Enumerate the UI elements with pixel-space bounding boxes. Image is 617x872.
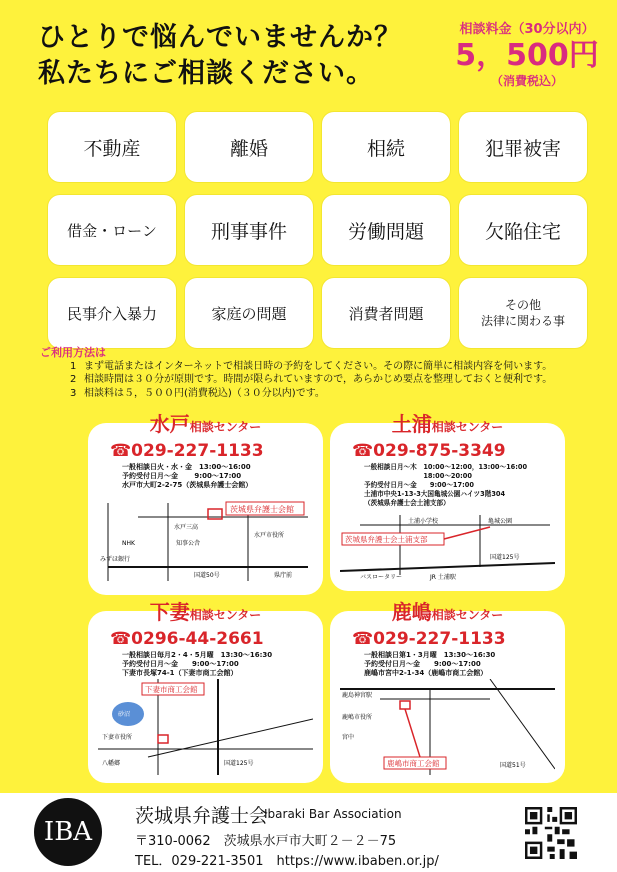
map-place: JR 土浦駅: [430, 574, 456, 581]
map-place: 八幡郷: [102, 760, 121, 767]
category-tile: 犯罪被害: [459, 112, 587, 182]
map-label: 茨城県弁護士会館: [230, 505, 294, 514]
center-hours: 一般相談日月～木 10:00～12:00，13:00～16:00 18:00～20:00 予約受付日月～金 9:00～17:00 土浦市中央1-13-3大国亀城公園ハイツ3階304 （茨城県弁護士会土浦支部）: [364, 463, 528, 507]
map-place: 宮中: [342, 734, 355, 741]
center-hours: 一般相談日毎月2・4・5月曜 13:30～16:30 予約受付日月～金 9:00～17:00 下妻市長塚74-1（下妻市商工会館）: [122, 651, 273, 677]
organization-name: 茨城県弁護士会: [135, 805, 269, 827]
usage-instructions: [40, 346, 600, 400]
center-card-kashima: [330, 600, 565, 783]
headline-line2: 私たちにご相談ください。: [38, 58, 374, 89]
footer: [0, 793, 617, 872]
category-grid: [48, 112, 588, 348]
center-name: 鹿嶋相談センター: [391, 600, 504, 624]
category-tile: 労働問題: [322, 195, 450, 265]
map-place: 鹿島神宮駅: [342, 692, 373, 699]
center-map: [98, 497, 313, 587]
fee-box: [448, 22, 606, 88]
step-text: 相談時間は３０分が原則です。時間が限られていますので，あらかじめ要点を整理しておくと便利です。: [84, 374, 553, 385]
map-label: 鹿嶋市商工会館: [387, 759, 440, 768]
fee-tax-note: （消費税込）: [490, 74, 563, 88]
map-place: 知事公舎: [176, 540, 201, 547]
center-phone: ☎029-875-3349: [352, 441, 506, 461]
center-map: [340, 679, 555, 775]
usage-step: [40, 360, 600, 374]
category-tile: 民事介入暴力: [48, 278, 176, 348]
step-number: 2: [70, 374, 77, 385]
map-place: 国道51号: [500, 762, 526, 769]
center-card-shimotsuma: [88, 600, 323, 783]
usage-title: ご利用方法は: [40, 346, 106, 359]
fee-amount: 5，500円: [455, 38, 599, 73]
center-name: 土浦相談センター: [391, 412, 504, 436]
contact-line: TEL．029-221-3501 https://www.ibaben.or.jp/: [135, 854, 439, 869]
category-tile: 相続: [322, 112, 450, 182]
center-phone: ☎029-227-1133: [352, 629, 506, 649]
center-card-tsuchiura: [330, 412, 565, 591]
map-label: 茨城県弁護士会土浦支部: [345, 535, 428, 544]
map-place: 下妻市役所: [102, 734, 133, 741]
qr-code-icon[interactable]: [525, 807, 577, 859]
map-place: NHK: [122, 540, 135, 547]
map-place: 水戸三高: [174, 524, 199, 531]
center-name: 下妻相談センター: [149, 600, 262, 624]
category-tile: 刑事事件: [185, 195, 313, 265]
center-name: 水戸相談センター: [149, 412, 262, 436]
step-number: 3: [70, 387, 77, 399]
center-hours: 一般相談日第1・3月曜 13:30～16:30 予約受付日月～金 9:00～17:00 鹿嶋市宮中2-1-34（鹿嶋市商工会館）: [364, 651, 496, 677]
center-phone: ☎0296-44-2661: [110, 629, 264, 649]
category-tile: 借金・ローン: [48, 195, 176, 265]
map-place: みずほ銀行: [100, 556, 131, 563]
category-tile: 不動産: [48, 112, 176, 182]
center-phone: ☎029-227-1133: [110, 441, 264, 461]
usage-step: [40, 387, 600, 401]
iba-logo: IBA: [34, 798, 102, 866]
map-label: 下妻市商工会館: [145, 685, 198, 694]
map-place: 国道50号: [194, 572, 220, 579]
category-tile: 離婚: [185, 112, 313, 182]
map-place: 亀城公園: [488, 518, 513, 525]
map-place: 砂沼: [118, 711, 131, 718]
map-place: 水戸市役所: [254, 532, 285, 539]
step-number: 1: [70, 360, 77, 372]
map-place: 国道125号: [224, 760, 254, 767]
center-map: [340, 515, 555, 583]
map-place: 国道125号: [490, 554, 520, 561]
category-other-line1: その他: [504, 298, 541, 312]
category-tile: 欠陥住宅: [459, 195, 587, 265]
step-text: 相談料は５，５００円(消費税込)（３０分以内)です。: [84, 387, 325, 399]
center-card-mito: [88, 412, 323, 595]
category-other-line2: 法律に関わる事: [480, 314, 565, 328]
map-place: 土浦小学校: [408, 518, 439, 525]
category-tile-other: [459, 278, 587, 348]
map-place: 県庁前: [274, 572, 293, 579]
usage-step: [40, 373, 600, 387]
category-tile: 家庭の問題: [185, 278, 313, 348]
category-tile: 消費者問題: [322, 278, 450, 348]
center-map: [98, 679, 313, 775]
center-hours: 一般相談日火・水・金 13:00～16:00 予約受付日月～金 9:00～17:00 水戸市大町2-2-75（茨城県弁護士会館）: [122, 463, 253, 489]
organization-name-en: Ibaraki Bar Association: [264, 807, 402, 821]
map-place: バスロータリー: [360, 574, 403, 581]
fee-label: 相談料金（30分以内）: [459, 22, 595, 37]
headline: [38, 20, 402, 92]
step-text: まず電話またはインターネットで相談日時の予約をしてください。その際に簡単に相談内容を伺います。: [84, 360, 553, 372]
address: 〒310-0062 茨城県水戸市大町２－２－75: [135, 834, 397, 849]
map-place: 鹿嶋市役所: [342, 714, 373, 721]
headline-line1: ひとりで悩んでいませんか？: [38, 22, 402, 53]
